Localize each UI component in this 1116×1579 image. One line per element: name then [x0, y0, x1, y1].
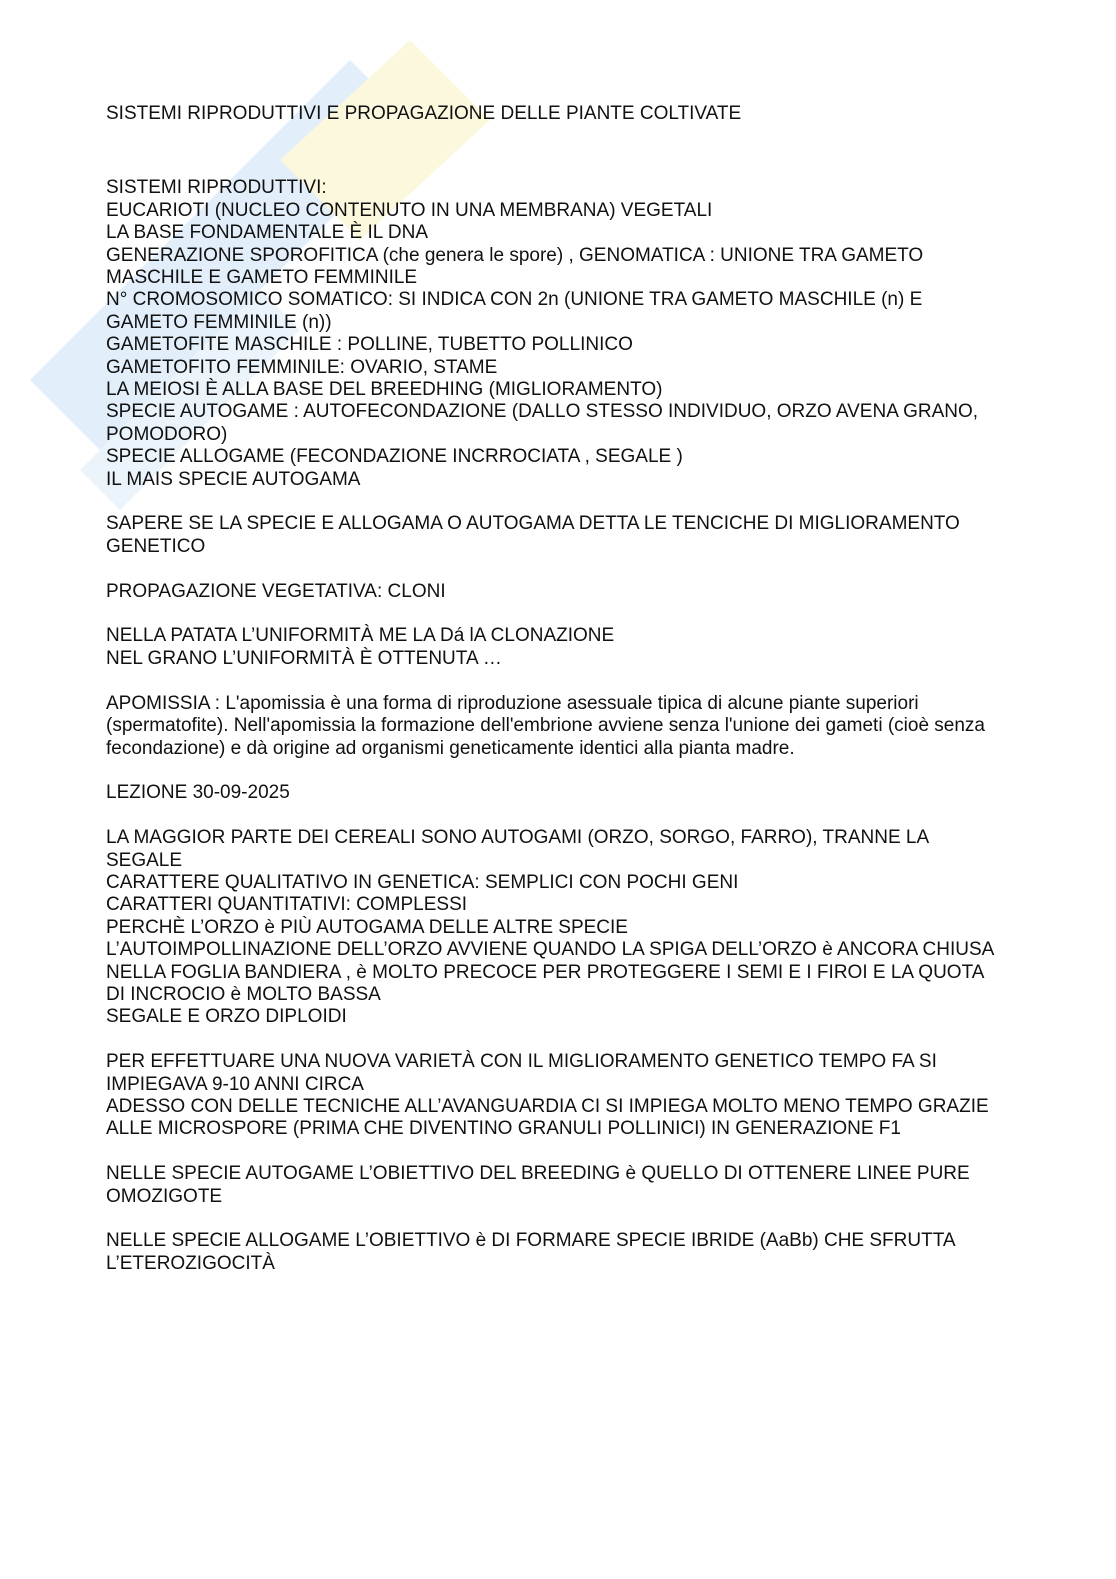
document-body — [106, 177, 1006, 1275]
text-line: ADESSO CON DELLE TECNICHE ALL’AVANGUARDIA CI SI IMPIEGA MOLTO MENO TEMPO GRAZIE ALLE MICROSPORE (PRIMA CHE DIVENTINO GRANULI POLLINICI) IN GENERAZIONE F1 — [106, 1095, 989, 1140]
text-line: EUCARIOTI (NUCLEO CONTENUTO IN UNA MEMBRANA) VEGETALI — [106, 199, 713, 221]
paragraph-block — [106, 513, 1006, 558]
text-line: L’AUTOIMPOLLINAZIONE DELL’ORZO AVVIENE QUANDO LA SPIGA DELL’ORZO è ANCORA CHIUSA NELLA FOGLIA BANDIERA , è MOLTO PRECOCE PER PROTEGGERE I SEMI E I FIROI E LA QUOTA DI INCROCIO è MOLTO BASSA — [106, 939, 994, 1005]
text-line: LA BASE FONDAMENTALE È IL DNA — [106, 222, 429, 244]
text-line: GENERAZIONE SPOROFITICA (che genera le spore) , GENOMATICA : UNIONE TRA GAMETO MASCHILE E GAMETO FEMMINILE — [106, 244, 924, 289]
text-line: LA MAGGIOR PARTE DEI CEREALI SONO AUTOGAMI (ORZO, SORGO, FARRO), TRANNE LA SEGALE — [106, 827, 929, 871]
paragraph-block — [106, 625, 1006, 670]
text-line: PERCHÈ L’ORZO è PIÙ AUTOGAMA DELLE ALTRE SPECIE — [106, 916, 628, 938]
text-line: SPECIE AUTOGAME : AUTOFECONDAZIONE (DALLO STESSO INDIVIDUO, ORZO AVENA GRANO, POMODORO) — [106, 401, 979, 445]
text-line: SISTEMI RIPRODUTTIVI: — [106, 177, 327, 199]
text-line: NELLA PATATA L’UNIFORMITÀ ME LA Dá lA CLONAZIONE — [106, 625, 615, 647]
document-page — [106, 103, 1006, 1298]
text-line: APOMISSIA : L'apomissia è una forma di riproduzione asessuale tipica di alcune piante superiori (spermatofite). Nell'apomissia la formazione dell'embrione avviene senza l'unione dei gameti (cioè senza fecondazione) e dà origine ad organismi geneticamente identici alla pianta madre. — [106, 692, 985, 759]
text-line: IL MAIS SPECIE AUTOGAMA — [106, 468, 361, 490]
text-line: GAMETOFITE MASCHILE : POLLINE, TUBETTO POLLINICO — [106, 334, 633, 356]
paragraph-block — [106, 1230, 1006, 1275]
text-line: SEGALE E ORZO DIPLOIDI — [106, 1006, 347, 1028]
text-line: NEL GRANO L’UNIFORMITÀ È OTTENUTA … — [106, 647, 502, 669]
paragraph-block — [106, 177, 1006, 491]
paragraph-block — [106, 1051, 1006, 1141]
text-line: N° CROMOSOMICO SOMATICO: SI INDICA CON 2n (UNIONE TRA GAMETO MASCHILE (n) E GAMETO FEMMINILE (n)) — [106, 289, 923, 333]
paragraph-block — [106, 581, 1006, 603]
text-line: PER EFFETTUARE UNA NUOVA VARIETÀ CON IL MIGLIORAMENTO GENETICO TEMPO FA SI IMPIEGAVA 9-10 ANNI CIRCA — [106, 1051, 937, 1095]
text-line: SPECIE ALLOGAME (FECONDAZIONE INCRROCIATA , SEGALE ) — [106, 446, 683, 468]
document-title: SISTEMI RIPRODUTTIVI E PROPAGAZIONE DELLE PIANTE COLTIVATE — [106, 103, 742, 124]
paragraph-block — [106, 693, 1006, 760]
text-line: CARATTERE QUALITATIVO IN GENETICA: SEMPLICI CON POCHI GENI — [106, 871, 739, 893]
text-line: NELLE SPECIE AUTOGAME L’OBIETTIVO DEL BREEDING è QUELLO DI OTTENERE LINEE PURE OMOZIGOTE — [106, 1163, 970, 1207]
paragraph-block — [106, 827, 1006, 1029]
text-line: SAPERE SE LA SPECIE E ALLOGAMA O AUTOGAMA DETTA LE TENCICHE DI MIGLIORAMENTO GENETICO — [106, 513, 960, 557]
text-line: CARATTERI QUANTITATIVI: COMPLESSI — [106, 894, 468, 916]
paragraph-block — [106, 782, 1006, 804]
text-line: GAMETOFITO FEMMINILE: OVARIO, STAME — [106, 356, 498, 378]
paragraph-block — [106, 1163, 1006, 1208]
text-line: LEZIONE 30-09-2025 — [106, 782, 290, 804]
text-line: LA MEIOSI È ALLA BASE DEL BREEDHING (MIGLIORAMENTO) — [106, 379, 663, 401]
text-line: NELLE SPECIE ALLOGAME L’OBIETTIVO è DI FORMARE SPECIE IBRIDE (AaBb) CHE SFRUTTA L’ETEROZIGOCITÀ — [106, 1230, 955, 1274]
text-line: PROPAGAZIONE VEGETATIVA: CLONI — [106, 580, 446, 602]
